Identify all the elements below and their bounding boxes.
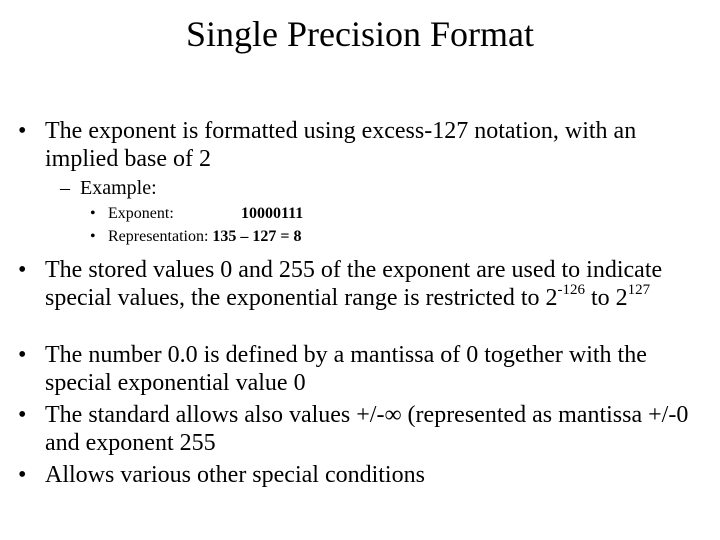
bullet-marker: • <box>18 257 27 283</box>
bullet-marker: • <box>18 118 27 144</box>
representation-label: Representation: <box>108 228 209 245</box>
exponent-high: 127 <box>627 282 651 298</box>
dash-marker: – <box>60 177 70 199</box>
sub-sub-bullet-exponent <box>90 204 690 224</box>
bullet-text: Allows various other special conditions <box>45 462 425 488</box>
bullet-special-values <box>18 256 708 312</box>
exponent-low: -126 <box>557 282 585 298</box>
bullet-marker: • <box>18 462 27 488</box>
slide-title: Single Precision Format <box>186 14 534 54</box>
bullet2-text: The stored values 0 and 255 of the exponent are used to indicate special values, the exponential range is restricted to 2 <box>45 257 663 311</box>
bullet-text: The number 0.0 is defined by a mantissa of 0 together with the special exponential value 0 <box>45 342 647 396</box>
bullet-marker: • <box>90 228 96 245</box>
bullet-exponent-format <box>18 117 708 173</box>
bullet-marker: • <box>18 402 27 428</box>
sub-bullet-example <box>60 176 700 200</box>
bullet-marker: • <box>18 342 27 368</box>
bullet-infinity <box>18 401 708 457</box>
bullet-text: The exponent is formatted using excess-127 notation, with an implied base of 2 <box>45 118 637 172</box>
bullet-text <box>18 256 708 312</box>
bullet-zero-definition <box>18 341 708 397</box>
representation-value: 135 – 127 = 8 <box>212 228 302 245</box>
exponent-label: Exponent: <box>108 205 174 222</box>
bullet2-to: to 2 <box>584 285 628 311</box>
sub-sub-bullet-representation <box>90 227 690 247</box>
example-label: Example: <box>80 177 157 199</box>
bullet-other-conditions <box>18 461 708 489</box>
bullet-text: The standard allows also values +/-∞ (represented as mantissa +/-0 and exponent 255 <box>45 402 689 456</box>
bullet-marker: • <box>90 205 96 222</box>
exponent-value: 10000111 <box>241 205 304 222</box>
